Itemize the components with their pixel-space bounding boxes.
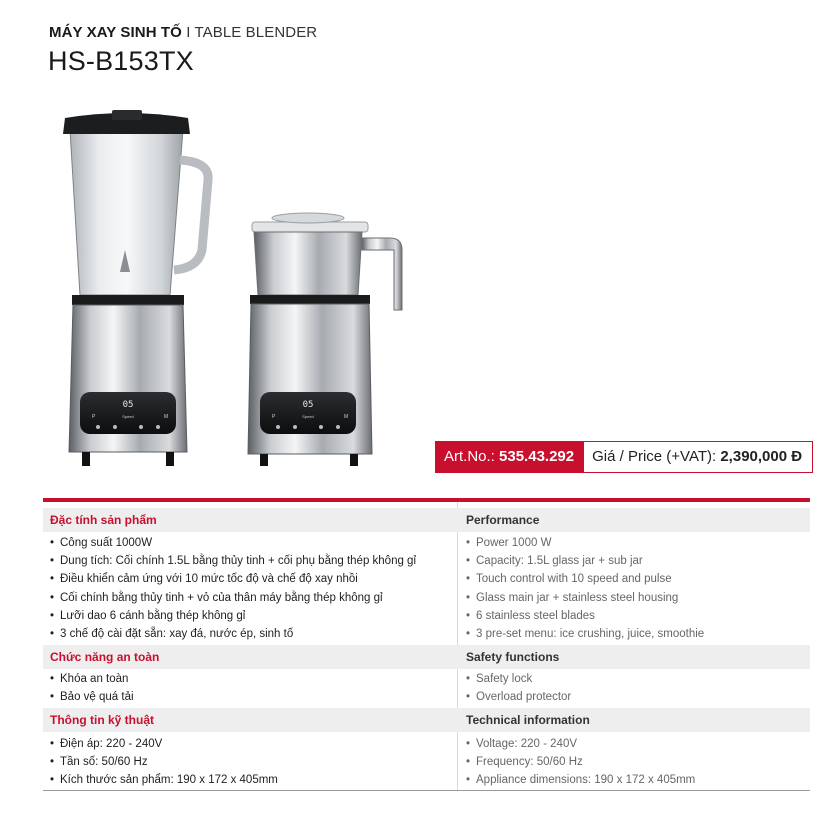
sub-key-p: P — [272, 414, 276, 420]
safety-list-vi — [50, 670, 134, 706]
product-category — [49, 24, 317, 41]
list-item: • Công suất 1000W — [50, 534, 416, 552]
list-item: • Điều khiển cảm ứng với 10 mức tốc độ và chế độ xay nhồi — [50, 570, 416, 588]
article-number-box — [436, 442, 584, 472]
list-item: • Bảo vệ quá tải — [50, 688, 134, 706]
list-item: • Glass main jar + stainless steel housing — [466, 589, 704, 607]
list-item: • Cối chính bằng thủy tinh + vỏ của thân máy bằng thép không gỉ — [50, 589, 416, 607]
article-label: Art.No.: — [444, 448, 495, 465]
main-key-m: M — [164, 414, 169, 420]
list-item: • Safety lock — [466, 670, 571, 688]
section-title-features-en: Performance — [466, 513, 540, 527]
list-item: • Appliance dimensions: 190 x 172 x 405mm — [466, 771, 695, 789]
table-bottom-rule — [43, 790, 810, 791]
section-title-technical-en: Technical information — [466, 713, 590, 727]
section-band-features — [43, 508, 810, 532]
sub-grinder-unit — [248, 213, 402, 466]
technical-list-vi — [50, 735, 278, 790]
features-list-en — [466, 534, 704, 643]
list-item: • Điện áp: 220 - 240V — [50, 735, 278, 753]
price-label: Giá / Price (+VAT): — [592, 448, 717, 465]
product-image — [40, 100, 430, 480]
list-item: • Overload protector — [466, 688, 571, 706]
main-blender — [63, 110, 208, 466]
section-title-features-vi: Đặc tính sản phẩm — [50, 513, 157, 527]
sub-unit-display: 05 — [302, 400, 314, 410]
list-item: • Frequency: 50/60 Hz — [466, 753, 695, 771]
list-item: • Kích thước sản phẩm: 190 x 172 x 405mm — [50, 771, 278, 789]
category-separator: I — [186, 24, 191, 41]
price-bar — [435, 441, 813, 473]
list-item: • 6 stainless steel blades — [466, 607, 704, 625]
main-unit-display: 05 — [122, 400, 134, 410]
sub-speed-label: Speed — [302, 414, 314, 419]
features-list-vi — [50, 534, 416, 643]
list-item: • Dung tích: Cối chính 1.5L bằng thủy tinh + cối phụ bằng thép không gỉ — [50, 552, 416, 570]
sub-key-m: M — [344, 414, 349, 420]
table-top-rule — [43, 498, 810, 502]
price-value: 2,390,000 Đ — [720, 448, 803, 465]
list-item: • Lưỡi dao 6 cánh bằng thép không gỉ — [50, 607, 416, 625]
list-item: • 3 chế độ cài đặt sẵn: xay đá, nước ép, sinh tố — [50, 625, 416, 643]
category-en: TABLE BLENDER — [194, 24, 318, 41]
main-key-p: P — [92, 414, 96, 420]
list-item: • Power 1000 W — [466, 534, 704, 552]
section-title-safety-vi: Chức năng an toàn — [50, 650, 160, 664]
article-number: 535.43.292 — [499, 448, 575, 465]
price-box — [584, 442, 812, 472]
list-item: • Tần số: 50/60 Hz — [50, 753, 278, 771]
model-name: HS-B153TX — [48, 46, 194, 76]
safety-list-en — [466, 670, 571, 706]
main-speed-label: Speed — [122, 414, 134, 419]
list-item: • Voltage: 220 - 240V — [466, 735, 695, 753]
list-item: • Touch control with 10 speed and pulse — [466, 570, 704, 588]
section-band-technical — [43, 708, 810, 732]
section-title-safety-en: Safety functions — [466, 650, 560, 664]
list-item: • Khóa an toàn — [50, 670, 134, 688]
list-item: • Capacity: 1.5L glass jar + sub jar — [466, 552, 704, 570]
category-vi: MÁY XAY SINH TỐ — [49, 24, 182, 41]
section-title-technical-vi: Thông tin kỹ thuật — [50, 713, 154, 727]
list-item: • 3 pre-set menu: ice crushing, juice, smoothie — [466, 625, 704, 643]
technical-list-en — [466, 735, 695, 790]
